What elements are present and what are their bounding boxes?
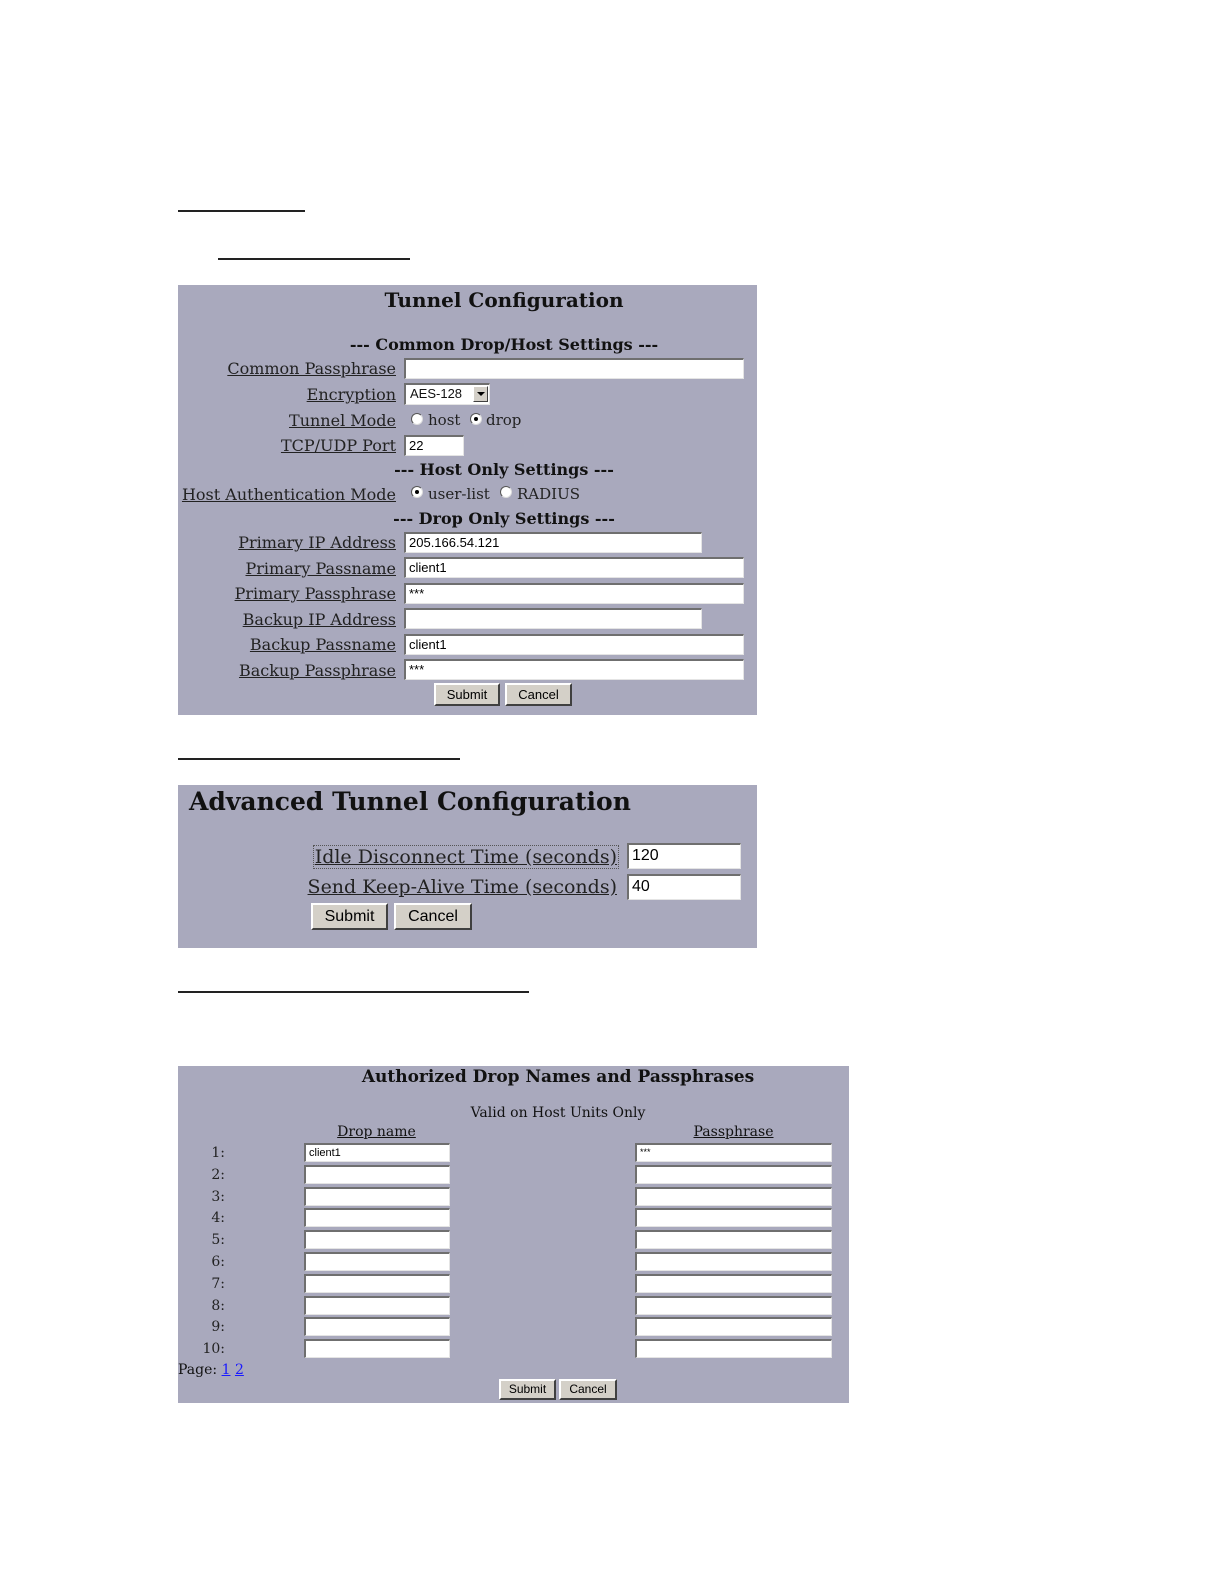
row-number: 9: [211,1319,225,1335]
tunnel-mode-host-label: host [428,411,461,429]
row-number: 5: [211,1232,225,1248]
host-auth-mode-label[interactable]: Host Authentication Mode [181,485,396,504]
encryption-selected-value: AES-128 [410,386,463,401]
panel-title: Authorized Drop Names and Passphrases [361,1067,755,1087]
common-passphrase-label[interactable]: Common Passphrase [227,359,396,378]
tcp-udp-port-input[interactable]: 22 [404,435,464,456]
tunnel-mode-host-radio[interactable] [411,413,423,425]
drop-name-input[interactable]: client1 [304,1143,450,1162]
primary-passname-input[interactable]: client1 [404,557,744,578]
tunnel-submit-button[interactable]: Submit [434,683,500,706]
row-number: 7: [211,1276,225,1292]
section-heading-host: --- Host Only Settings --- [394,460,614,479]
drop-name-input[interactable] [304,1252,450,1271]
encryption-label[interactable]: Encryption [306,385,396,404]
row-number: 4: [211,1210,225,1226]
authorized-submit-button[interactable]: Submit [499,1379,556,1400]
panel-title: Advanced Tunnel Configuration [189,787,631,816]
backup-ip-input[interactable] [404,608,702,629]
drop-name-input[interactable] [304,1274,450,1293]
column-header-drop-name: Drop name [337,1124,416,1140]
drop-name-input[interactable] [304,1317,450,1336]
keepalive-input[interactable]: 40 [627,874,741,900]
drop-name-input[interactable] [304,1165,450,1184]
separator-rule [178,210,305,212]
drop-passphrase-input[interactable] [635,1165,832,1184]
drop-passphrase-input[interactable] [635,1230,832,1249]
encryption-select[interactable] [404,383,490,405]
drop-passphrase-input[interactable] [635,1187,832,1206]
drop-name-input[interactable] [304,1230,450,1249]
idle-disconnect-label[interactable]: Idle Disconnect Time (seconds) [314,846,617,868]
host-auth-userlist-radio[interactable] [411,486,423,498]
panel-title: Tunnel Configuration [384,288,624,312]
page-link-1[interactable]: 1 [221,1362,231,1378]
advanced-submit-button[interactable]: Submit [311,903,388,930]
primary-passphrase-input[interactable]: *** [404,583,744,604]
backup-passphrase-label[interactable]: Backup Passphrase [238,661,396,680]
backup-passphrase-input[interactable]: *** [404,659,744,680]
primary-ip-input[interactable]: 205.166.54.121 [404,532,702,553]
row-number: 3: [211,1189,225,1205]
chevron-down-icon[interactable] [473,386,488,402]
column-header-passphrase: Passphrase [693,1124,774,1140]
drop-passphrase-input[interactable] [635,1296,832,1315]
page-link-2[interactable]: 2 [234,1362,244,1378]
host-auth-radius-label: RADIUS [517,485,580,503]
tunnel-mode-drop-radio[interactable] [470,413,482,425]
advanced-cancel-button[interactable]: Cancel [394,903,472,930]
row-number: 8: [211,1298,225,1314]
common-passphrase-input[interactable] [404,358,744,379]
authorized-cancel-button[interactable]: Cancel [559,1379,617,1400]
keepalive-label[interactable]: Send Keep-Alive Time (seconds) [307,876,617,898]
drop-passphrase-input[interactable] [635,1274,832,1293]
drop-name-input[interactable] [304,1339,450,1358]
separator-rule [178,991,529,993]
tunnel-cancel-button[interactable]: Cancel [505,683,572,706]
host-auth-userlist-label: user-list [428,485,490,503]
idle-disconnect-input[interactable]: 120 [627,843,741,869]
drop-name-input[interactable] [304,1208,450,1227]
tunnel-mode-drop-label: drop [486,411,522,429]
row-number: 2: [211,1167,225,1183]
row-number: 1: [211,1145,225,1161]
separator-rule [218,258,410,260]
primary-ip-label[interactable]: Primary IP Address [238,533,396,552]
backup-passname-input[interactable]: client1 [404,634,744,655]
drop-passphrase-input[interactable] [635,1252,832,1271]
row-number: 6: [211,1254,225,1270]
drop-passphrase-input[interactable]: *** [635,1143,832,1162]
section-heading-drop: --- Drop Only Settings --- [393,509,615,528]
tunnel-config-panel [178,285,757,715]
host-auth-radius-radio[interactable] [500,486,512,498]
page-label: Page: [178,1362,218,1378]
tcp-udp-port-label[interactable]: TCP/UDP Port [280,436,396,455]
advanced-tunnel-panel [178,785,757,948]
tunnel-mode-label[interactable]: Tunnel Mode [289,411,396,430]
backup-passname-label[interactable]: Backup Passname [249,635,396,654]
drop-name-input[interactable] [304,1187,450,1206]
drop-passphrase-input[interactable] [635,1208,832,1227]
panel-subtitle: Valid on Host Units Only [470,1105,646,1121]
pagination [178,1362,244,1378]
primary-passphrase-label[interactable]: Primary Passphrase [234,584,396,603]
drop-passphrase-input[interactable] [635,1339,832,1358]
primary-passname-label[interactable]: Primary Passname [245,559,396,578]
backup-ip-label[interactable]: Backup IP Address [242,610,396,629]
separator-rule [178,758,460,760]
drop-passphrase-input[interactable] [635,1317,832,1336]
drop-name-input[interactable] [304,1296,450,1315]
section-heading-common: --- Common Drop/Host Settings --- [349,335,659,354]
authorized-drops-panel [178,1066,849,1403]
row-number: 10: [202,1341,225,1357]
